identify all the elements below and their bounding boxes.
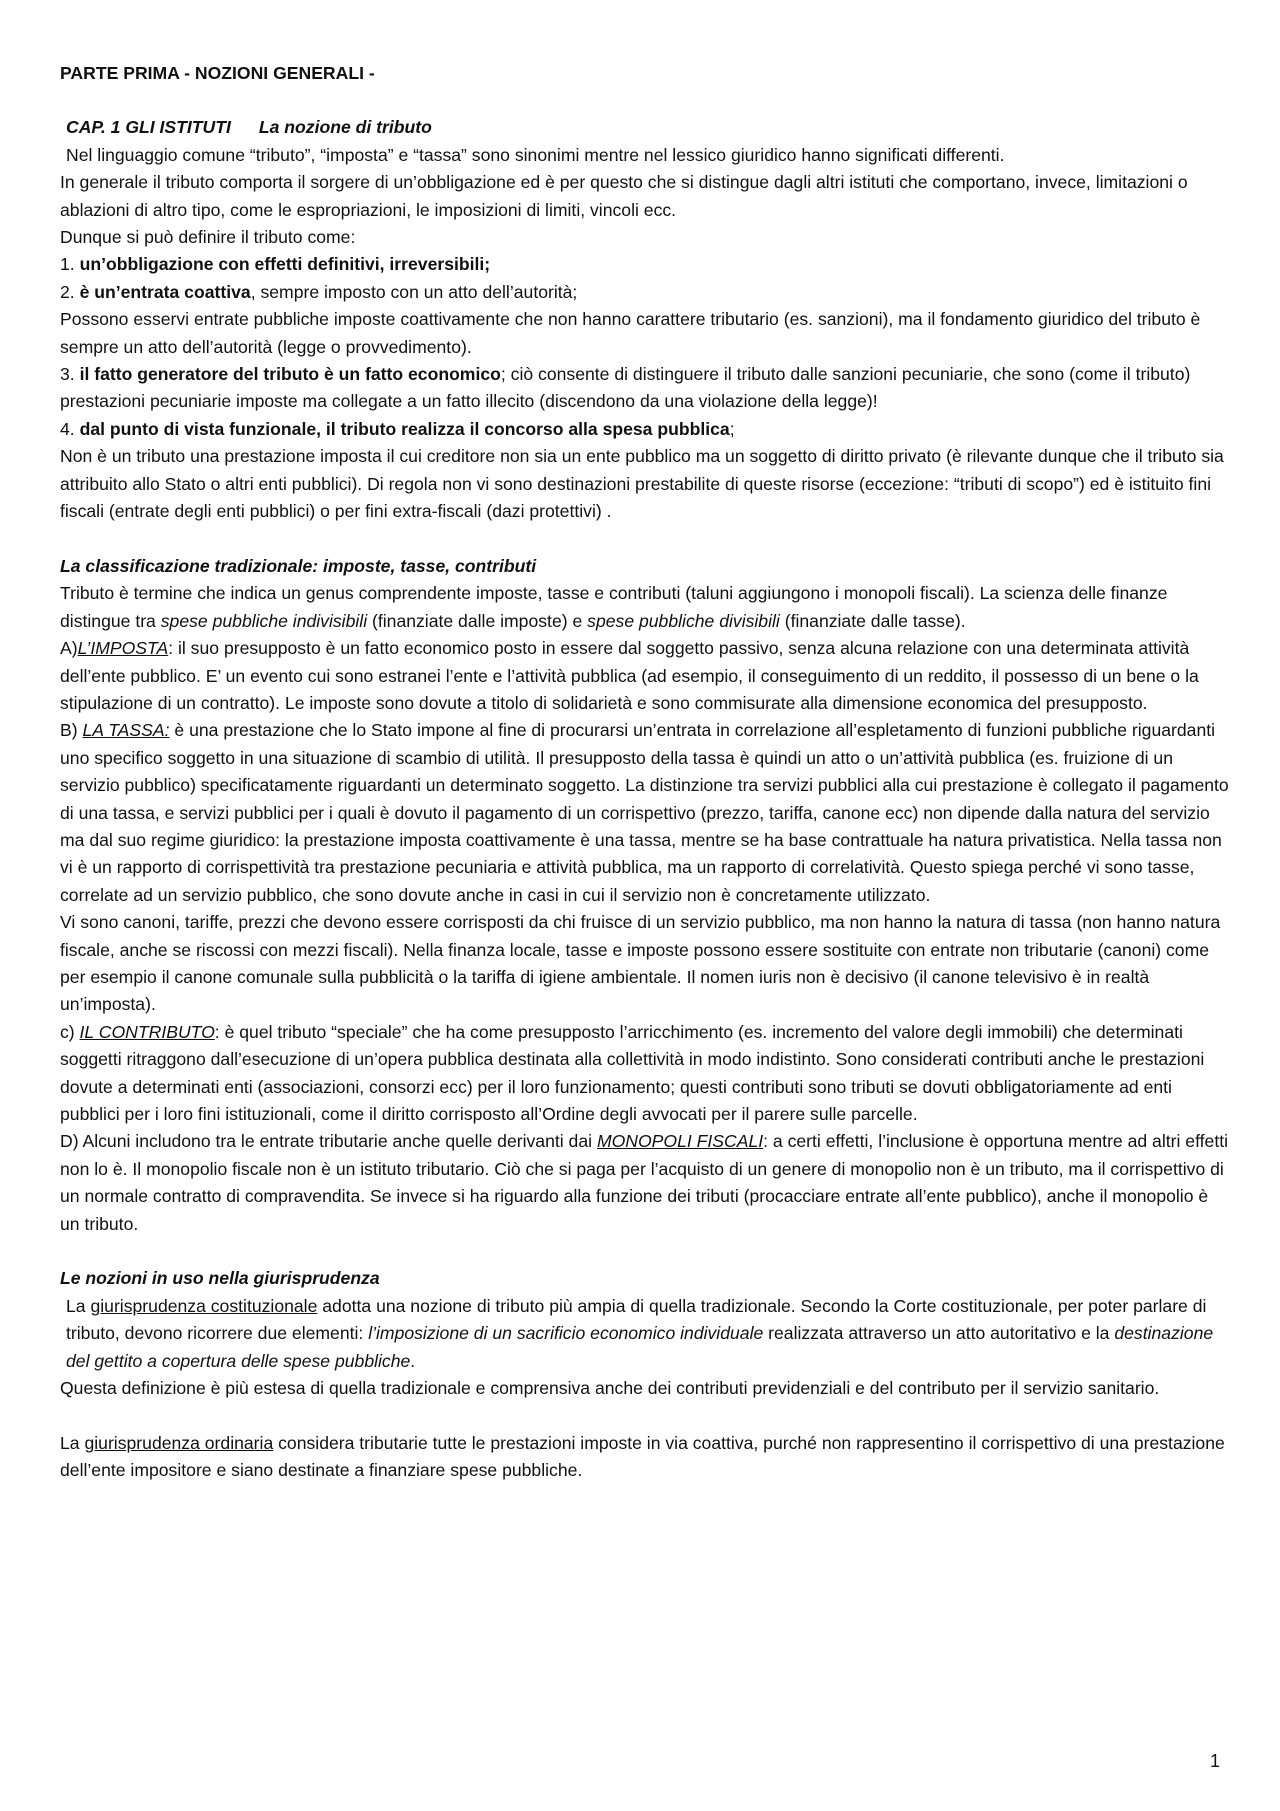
term-tassa: LA TASSA: [82, 720, 170, 741]
text-run: c) [60, 1021, 80, 1042]
chapter-subtitle: La nozione di tributo [258, 117, 432, 138]
text-run: è una prestazione che lo Stato impone al fine di procurarsi un’entrata in correlazione all’espletamento di funzioni pubbliche riguardanti uno specifico soggetto in una situazione di scambio di utilità. Il presupposto della tassa è quindi un atto o un’attività pubblica (es. fruizione di un servizio pubblico) specificatamente riguardanti un determinato soggetto. La distinzione tra servizi pubblici alla cui prestazione è collegato il pagamento di una tassa, e servizi pubblici per i quali è dovuto il pagamento di un corrispettivo (prezzo, tariffa, canone ecc) non dipende dalla natura del servizio ma dal suo regime giuridico: la prestazione imposta coattivamente è una tassa, mentre se ha base contrattuale ha natura privatistica. Nella tassa non vi è un rapporto di corrispettività tra prestazione pecuniaria e attività pubblica, ma un rapporto di correlatività. Questo spiega perché vi sono tasse, correlate ad un servizio pubblico, che sono dovute anche in casi in cui il servizio non è concretamente utilizzato. [60, 720, 1229, 905]
list-item-bold: è un’entrata coattiva [79, 281, 251, 302]
text-run: Tributo è termine che indica un genus comprendente imposte, tasse e contributi (taluni aggiungono i monopoli fiscali). La scienza delle finanze distingue tra [60, 583, 1168, 631]
list-item [60, 279, 1230, 306]
list-number: 3. [60, 364, 75, 385]
document-page [60, 60, 1230, 1485]
paragraph: Questa definizione è più estesa di quella tradizionale e comprensiva anche dei contributi previdenziali e del contributo per il servizio sanitario. [60, 1378, 1160, 1399]
text-run: D) Alcuni includono tra le entrate tributarie anche quelle derivanti dai [60, 1131, 597, 1152]
text-run: : il suo presupposto è un fatto economico posto in essere dal soggetto passivo, senza alcuna relazione con una determinata attività dell’ente pubblico. E’ un evento cui sono estranei l’ente e l’attività pubblica (ad esempio, il conseguimento di un reddito, il possesso di un bene o la stipulazione di un contratto). Le imposte sono dovute a titolo di solidarietà e sono commisurate alla dimensione economica del presupposto. [60, 638, 1199, 713]
term-imposta: L’IMPOSTA [77, 638, 169, 659]
paragraph [60, 1293, 1230, 1375]
term-contributo: IL CONTRIBUTO [79, 1021, 215, 1042]
page-title: PARTE PRIMA - NOZIONI GENERALI - [60, 63, 375, 83]
page-number: 1 [1209, 1751, 1220, 1771]
paragraph: Possono esservi entrate pubbliche imposte coattivamente che non hanno carattere tributario (es. sanzioni), ma il fondamento giuridico del tributo è sempre un atto dell’autorità (legge o provvedimento). [60, 309, 1201, 357]
text-run: A) [60, 638, 78, 659]
paragraph-imposta [60, 635, 1230, 717]
list-item-bold: il fatto generatore del tributo è un fatto economico [79, 364, 501, 385]
text-run: adotta una nozione di tributo più ampia di quella tradizionale. Secondo la Corte costituzionale, per poter parlare di tributo, devono ricorrere due elementi: [66, 1295, 1207, 1344]
text-run: considera tributarie tutte le prestazioni imposte in via coattiva, purché non rappresentino il corrispettivo di una prestazione dell’ente impositore e siano destinate a finanziare spese pubbliche. [60, 1432, 1225, 1481]
section-heading: La classificazione tradizionale: imposte, tasse, contributi [60, 555, 537, 576]
paragraph [60, 580, 1230, 635]
text-run: (finanziate dalle imposte) e [367, 610, 588, 631]
paragraph-monopoli [60, 1128, 1230, 1238]
text-run: La [66, 1295, 91, 1316]
italic-run: l’imposizione di un sacrificio economico individuale [368, 1323, 764, 1344]
list-item-text: ; ciò consente di distinguere il tributo dalle sanzioni pecuniarie, che sono (come il tributo) prestazioni pecuniarie imposte ma collegate a un fatto illecito (discendono da una violazione della legge)! [60, 364, 1191, 412]
italic-run: destinazione del gettito a copertura delle spese pubbliche [66, 1323, 1214, 1371]
paragraph-intro: Nel linguaggio comune “tributo”, “imposta” e “tassa” sono sinonimi mentre nel lessico giuridico hanno significati differenti. [66, 144, 1005, 165]
text-run: (finanziate dalle tasse). [779, 610, 966, 631]
chapter-heading [60, 114, 1230, 141]
paragraph-tassa [60, 717, 1230, 909]
text-run: . [410, 1350, 416, 1371]
list-number: 2. [60, 281, 75, 302]
text-run: B) [60, 720, 83, 741]
list-item-text: ; [729, 418, 735, 439]
text-run: La [60, 1432, 85, 1453]
underlined-run: giurisprudenza ordinaria [84, 1432, 274, 1453]
underlined-run: giurisprudenza costituzionale [90, 1295, 318, 1316]
paragraph: Dunque si può definire il tributo come: [60, 227, 356, 248]
text-run: : a certi effetti, l’inclusione è opportuna mentre ad altri effetti non lo è. Il monopolio fiscale non è un istituto tributario. Ciò che si paga per l’acquisto di un genere di monopolio non è un tributo, ma il corrispettivo di un normale contratto di compravendita. Se invece si ha riguardo alla funzione dei tributi (procacciare entrate all’ente pubblico), anche il monopolio è un tributo. [60, 1131, 1229, 1234]
italic-run: spese pubbliche divisibili [587, 610, 780, 631]
list-item-bold: un’obbligazione con effetti definitivi, irreversibili; [79, 254, 491, 275]
term-monopoli: MONOPOLI FISCALI [596, 1131, 764, 1152]
text-run: realizzata attraverso un atto autoritativo e la [763, 1323, 1115, 1344]
text-run: : è quel tributo “speciale” che ha come presupposto l’arricchimento (es. incremento del valore degli immobili) che determinati soggetti ritraggono dall’esecuzione di un’opera pubblica destinata alla collettività in modo indistinto. Sono considerati contributi anche le prestazioni dovute a determinati enti (associazioni, consorzi ecc) per il loro funzionamento; questi contributi sono tributi se dovuti obbligatoriamente ad enti pubblici per i loro fini istituzionali, come il diritto corrisposto all’Ordine degli avvocati per il parere sulle parcelle. [60, 1021, 1205, 1125]
section-heading: Le nozioni in uso nella giurisprudenza [60, 1268, 380, 1289]
list-item-bold: dal punto di vista funzionale, il tributo realizza il concorso alla spesa pubblica [79, 418, 730, 439]
paragraph [60, 1430, 1230, 1485]
paragraph-contributo [60, 1019, 1230, 1129]
paragraph: Vi sono canoni, tariffe, prezzi che devono essere corrisposti da chi fruisce di un servizio pubblico, ma non hanno la natura di tassa (non hanno natura fiscale, anche se riscossi con mezzi fiscali). Nella finanza locale, tasse e imposte possono essere sostituite con entrate non tributarie (canoni) come per esempio il canone comunale sulla pubblicità o la tariffa di igiene ambientale. Il nomen iuris non è decisivo (il canone televisivo è in realtà un’imposta). [60, 912, 1221, 1015]
paragraph: In generale il tributo comporta il sorgere di un’obbligazione ed è per questo che si distingue dagli altri istituti che comportano, invece, limitazioni o ablazioni di altro tipo, come le espropriazioni, le imposizioni di limiti, vincoli ecc. [60, 172, 1188, 220]
list-number: 4. [60, 418, 75, 439]
list-number: 1. [60, 254, 75, 275]
list-item [60, 361, 1230, 416]
list-item [60, 251, 1230, 278]
list-item-text: , sempre imposto con un atto dell’autorità; [250, 281, 578, 302]
paragraph: Non è un tributo una prestazione imposta il cui creditore non sia un ente pubblico ma un soggetto di diritto privato (è rilevante dunque che il tributo sia attribuito allo Stato o altri enti pubblici). Di regola non vi sono destinazioni prestabilite di queste risorse (eccezione: “tributi di scopo”) ed è istituito fini fiscali (entrate degli enti pubblici) o per fini extra-fiscali (dazi protettivi) . [60, 446, 1224, 522]
list-item [60, 416, 1230, 443]
chapter-label: CAP. 1 GLI ISTITUTI [66, 117, 231, 138]
italic-run: spese pubbliche indivisibili [160, 610, 368, 631]
